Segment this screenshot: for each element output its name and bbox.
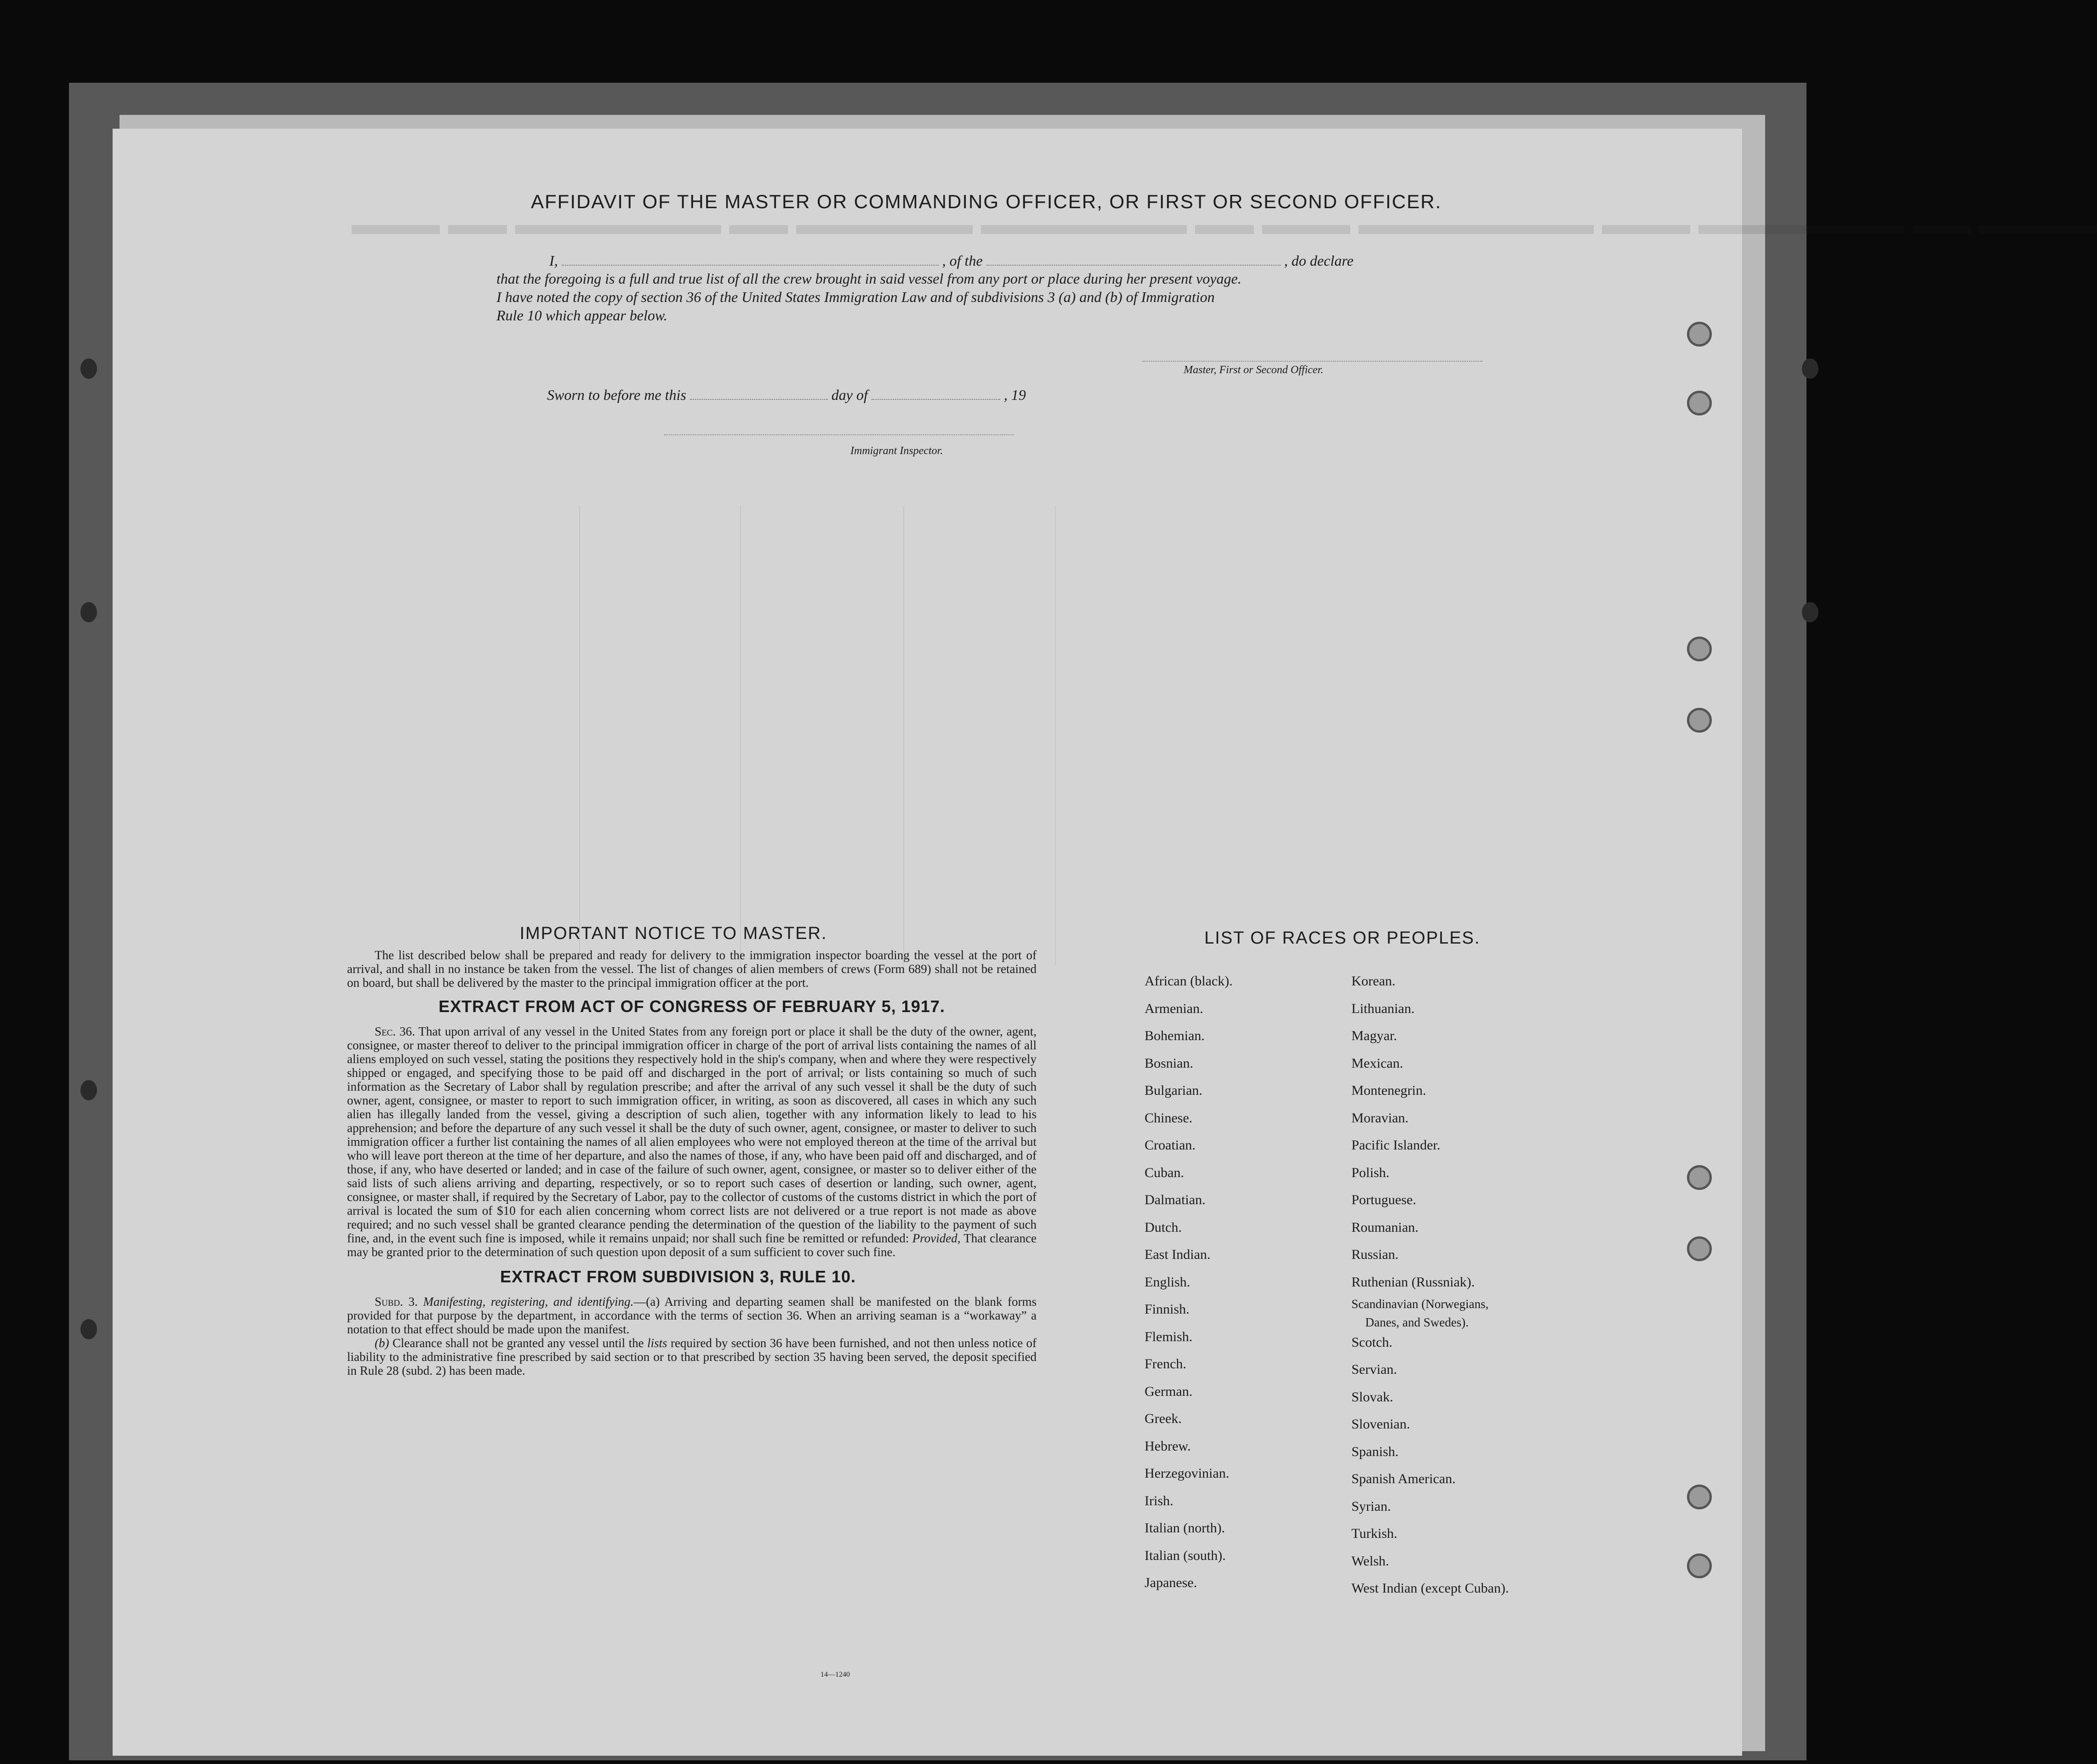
rule-b-1: Clearance shall not be granted any vessel until the (392, 1336, 644, 1350)
race-item: Lithuanian. (1351, 1001, 1415, 1016)
binder-hole (1802, 358, 1818, 379)
punch-hole (1687, 1236, 1712, 1261)
race-item: Finnish. (1145, 1302, 1190, 1317)
form-number: 14—1240 (821, 1671, 850, 1679)
subd-a-label: —(a) (633, 1295, 660, 1309)
provided-word: Provided, (912, 1231, 961, 1245)
act-title: EXTRACT FROM ACT OF CONGRESS OF FEBRUARY 5, 1917. (439, 997, 945, 1016)
notice-text: The list described below shall be prepared and ready for delivery to the immigration inspector boarding the vessel at the port of arrival, and shall in no instance be taken from the vessel. The list of changes of alien members of crews (Form 689) shall not be retained on board, but shall be delivered by the master to the principal immigration officer at the port. (347, 948, 1037, 990)
rule-text-b (347, 1336, 1037, 1377)
of-the-label: , of the (942, 252, 983, 269)
year-label: , 19 (1003, 387, 1026, 403)
rule-text-a (347, 1295, 1037, 1336)
race-item: Irish. (1145, 1493, 1174, 1508)
race-item: Herzegovinian. (1145, 1466, 1230, 1481)
subd-label: Subd. 3. (375, 1295, 418, 1309)
race-item: Ruthenian (Russniak). (1351, 1274, 1475, 1290)
race-item: Scandinavian (Norwegians, (1351, 1297, 1489, 1311)
race-item: Bulgarian. (1145, 1083, 1202, 1098)
race-item: Pacific Islander. (1351, 1138, 1441, 1153)
rule-b-2: required by section 36 have been furnished, and not then unless notice of liability to the administrative fine prescribed by said section or to that prescribed by section 35 having been served, the deposit specified in Rule 28 (subd. 2) has been made. (347, 1336, 1037, 1377)
master-caption: Master, First or Second Officer. (1184, 364, 1323, 376)
race-item: Montenegrin. (1351, 1083, 1426, 1098)
race-item: Slovak. (1351, 1389, 1393, 1405)
race-item: Korean. (1351, 973, 1396, 989)
race-item: Servian. (1351, 1362, 1397, 1377)
race-item: Danes, and Swedes). (1365, 1315, 1469, 1329)
inspector-signature-line[interactable] (664, 434, 1014, 435)
race-item: Dutch. (1145, 1219, 1182, 1235)
lists-word: lists (647, 1336, 667, 1350)
race-item: Roumanian. (1351, 1219, 1419, 1235)
punch-hole (1687, 322, 1712, 347)
binder-hole (80, 1319, 97, 1339)
binder-hole (80, 358, 97, 379)
punch-hole (1687, 1553, 1712, 1578)
inspector-caption: Immigrant Inspector. (850, 445, 943, 457)
race-item: Syrian. (1351, 1498, 1391, 1514)
race-item: Japanese. (1145, 1575, 1197, 1590)
declarant-line (549, 252, 1353, 269)
master-signature-line[interactable] (1142, 361, 1482, 362)
vessel-name-blank[interactable] (986, 252, 1281, 266)
punch-hole (1687, 1485, 1712, 1509)
affidavit-title: AFFIDAVIT OF THE MASTER OR COMMANDING OFFICER, OR FIRST OR SECOND OFFICER. (531, 191, 1442, 212)
race-item: Turkish. (1351, 1526, 1397, 1541)
day-of-label: day of (831, 387, 868, 403)
race-item: Spanish. (1351, 1444, 1399, 1459)
sworn-month-blank[interactable] (872, 386, 1000, 400)
race-item: Polish. (1351, 1165, 1390, 1180)
race-item: Welsh. (1351, 1553, 1389, 1569)
race-item: Armenian. (1145, 1001, 1203, 1016)
race-item: Cuban. (1145, 1165, 1184, 1180)
bleed-line (1055, 506, 1056, 965)
declarant-name-blank[interactable] (562, 252, 939, 266)
bleed-line (579, 506, 580, 965)
race-item: Mexican. (1351, 1055, 1403, 1071)
race-item: Italian (south). (1145, 1548, 1226, 1563)
race-item: Spanish American. (1351, 1471, 1456, 1486)
race-item: Scotch. (1351, 1334, 1393, 1350)
binder-hole (1802, 602, 1818, 622)
race-item: Greek. (1145, 1411, 1182, 1426)
do-declare-label: , do declare (1284, 252, 1354, 269)
races-title: LIST OF RACES OR PEOPLES. (1204, 928, 1481, 948)
legal-text-column (347, 924, 1037, 1377)
rule-title: EXTRACT FROM SUBDIVISION 3, RULE 10. (500, 1267, 856, 1286)
sworn-day-blank[interactable] (690, 386, 828, 400)
declaration-line-2: that the foregoing is a full and true list of all the crew brought in said vessel from any port or place during her present voyage. (496, 270, 1242, 287)
race-item: Italian (north). (1145, 1520, 1225, 1536)
subd-heading: Manifesting, registering, and identifying. (423, 1295, 634, 1309)
act-text-end: That clearance may be granted prior to the determination of such question upon deposit of a sum sufficient to cover such fine. (347, 1231, 1037, 1259)
race-item: Magyar. (1351, 1028, 1397, 1043)
race-item: Flemish. (1145, 1329, 1193, 1344)
bleed-line (740, 506, 741, 965)
sworn-line (547, 386, 1026, 404)
race-item: German. (1145, 1383, 1193, 1399)
declaration-line-3: I have noted the copy of section 36 of the United States Immigration Law and of subdivisions 3 (a) and (b) of Immigration (496, 289, 1215, 305)
punch-hole (1687, 637, 1712, 661)
race-item: African (black). (1145, 973, 1233, 989)
race-item: Portuguese. (1351, 1192, 1416, 1207)
act-text (347, 1024, 1037, 1259)
sec-label: Sec. 36. (375, 1024, 415, 1038)
bleed-through: ▬▬▬ ▬▬ ▬▬▬▬▬▬▬ ▬▬ ▬▬▬▬▬▬ ▬▬▬▬▬▬▬ ▬▬ ▬▬▬ ▬▬▬▬▬▬▬▬ ▬▬▬ ▬▬▬▬▬▬▬ ▬▬ ▬▬▬▬ (352, 207, 2097, 240)
punch-hole (1687, 391, 1712, 415)
act-text-main: That upon arrival of any vessel in the United States from any foreign port or place it shall be the duty of the owner, agent, consignee, or master thereof to deliver to the principal immigration officer in charge of the port of arrival lists containing the names of all aliens employed on such vessel, stating the positions they respectively hold in the ship's company, when and where they were respectively shipped or engaged, and specifying those to be paid off and discharged in the port of arrival; or lists containing so much of such information as the Secretary of Labor shall by regulation prescribe; and after the arrival of any such vessel it shall be the duty of such owner, agent, consignee, or master to report to such immigration officer, in writing, as soon as discovered, all cases in which any such alien has illegally landed from the vessel, giving a description of such alien, together with any information likely to lead to his apprehension; and before the departure of any such vessel it shall be the duty of such owner, agent, consignee, or master to deliver to such immigration officer a further list containing the names of all alien employees who were not employed thereon at the time of the arrival but who will leave port thereon at the time of her departure, and also the names of those, if any, who have been paid off and discharged, and of those, if any, who have deserted or landed; and in case of the failure of such owner, agent, consignee, or master so to deliver either of the said lists of such aliens arriving and departing, respectively, or so to report such cases of desertion or landing, such owner, agent, consignee, or master shall, if required by the Secretary of Labor, pay to the collector of customs of the customs district in which the port of arrival is located the sum of $10 for each alien concerning whom correct lists are not delivered or a true report is not made as above required; and no such vessel shall be granted clearance pending the determination of the question of the liability to the payment of such fine, and, in the event such fine is imposed, while it remains unpaid; nor shall such fine be remitted or refunded: (347, 1024, 1037, 1245)
binder-hole (80, 1080, 97, 1100)
race-item: English. (1145, 1274, 1191, 1290)
race-item: Croatian. (1145, 1138, 1196, 1153)
race-item: Slovenian. (1351, 1417, 1410, 1432)
race-item: French. (1145, 1356, 1186, 1371)
race-item: Dalmatian. (1145, 1192, 1206, 1207)
punch-hole (1687, 1165, 1712, 1190)
bleed-line (903, 506, 904, 965)
race-item: Moravian. (1351, 1110, 1409, 1126)
declaration-line-4: Rule 10 which appear below. (496, 307, 667, 324)
b-label: (b) (375, 1336, 389, 1350)
race-item: Bohemian. (1145, 1028, 1205, 1043)
binder-hole (80, 602, 97, 622)
notice-title: IMPORTANT NOTICE TO MASTER. (519, 924, 827, 943)
race-item: East Indian. (1145, 1247, 1211, 1262)
race-item: Chinese. (1145, 1110, 1193, 1126)
sworn-label: Sworn to before me this (547, 387, 686, 403)
punch-hole (1687, 708, 1712, 733)
race-item: Bosnian. (1145, 1055, 1193, 1071)
affidavit-page (113, 129, 2097, 1756)
rule-a-main: Arriving and departing seamen shall be manifested on the blank forms provided for that purpose by the department, in accordance with the terms of section 36. When an arriving seaman is a “workaway” a notation to that effect should be made upon the manifest. (347, 1295, 1037, 1336)
race-item: West Indian (except Cuban). (1351, 1581, 1509, 1596)
race-item: Russian. (1351, 1247, 1399, 1262)
declarant-i: I, (549, 252, 558, 269)
race-item: Hebrew. (1145, 1438, 1191, 1454)
